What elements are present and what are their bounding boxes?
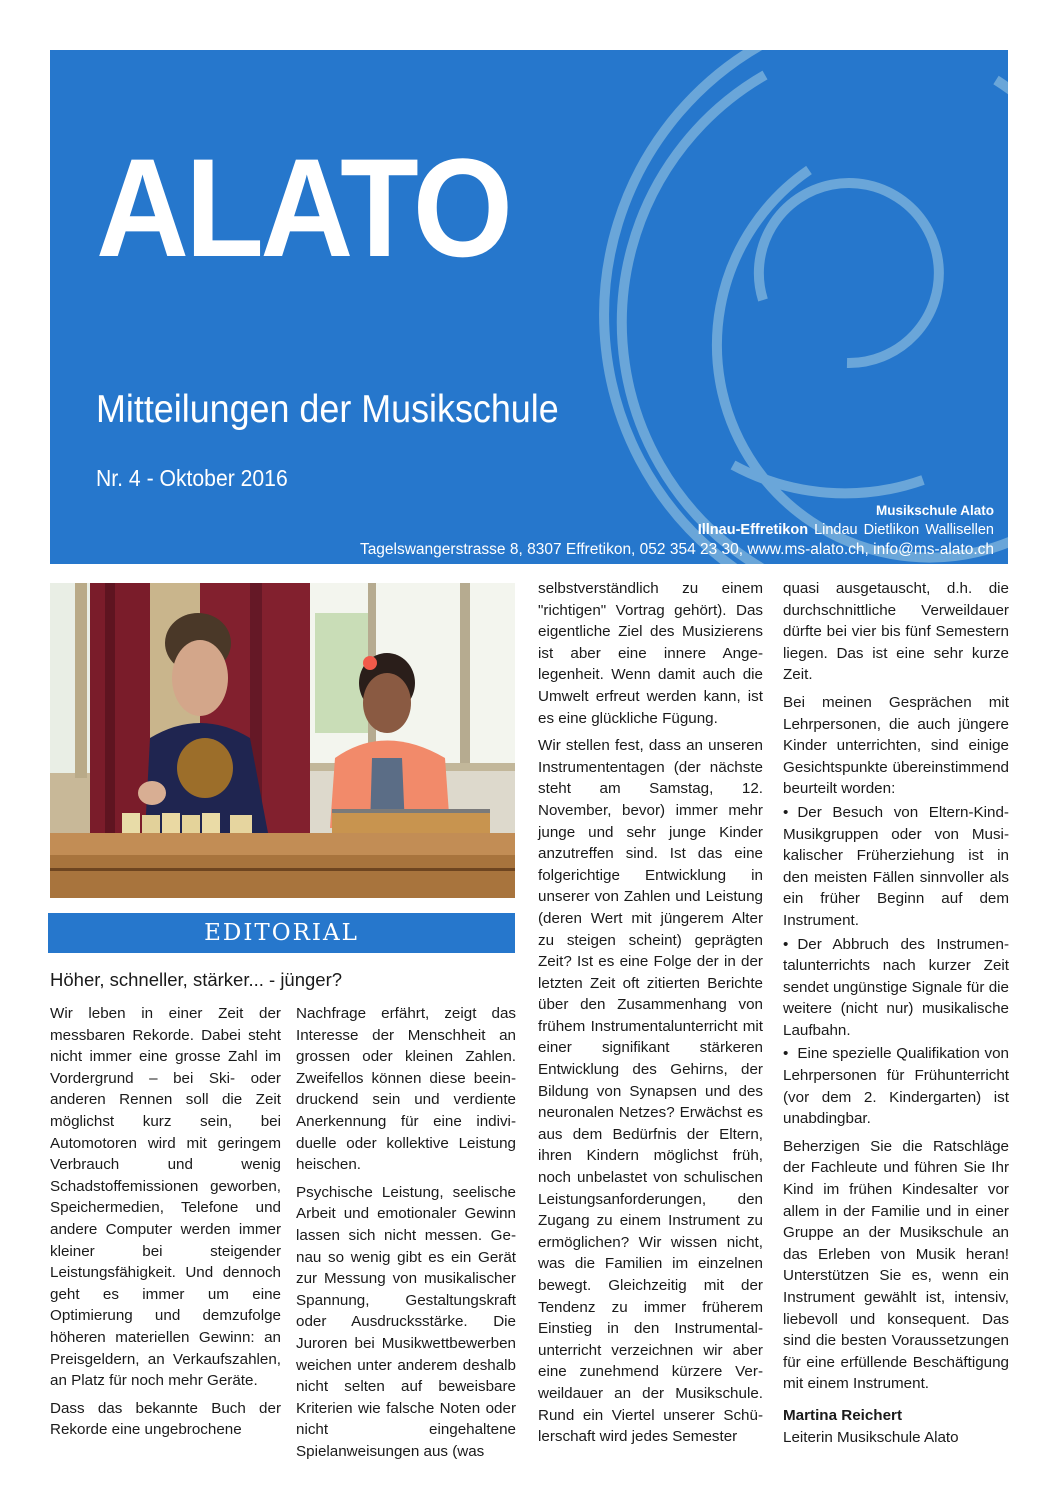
photo-illustration xyxy=(50,583,515,898)
article-column-4 xyxy=(783,578,1009,1448)
article-paragraph: Wir leben in einer Zeit der messbaren Rekorde. Dabei steht nicht immer eine grosse Zahl im Vordergrund – bei Ski- oder anderen Rennen soll die Zeit möglichst kurz sein, bei Automotoren wird mit geringem Verbrauch und wenig Schadstoffemissionen geworben, Speichermedien, Telefone und andere Computer werden immer kleiner bei steigender Leistungsfähigkeit. Und dennoch geht es immer um eine Optimierung und demzufolge höheren materiellen Gewinn: an Preisgeldern, an Verkaufszahlen, an Platz für noch mehr Geräte. xyxy=(50,1005,281,1390)
location-item: Dietlikon xyxy=(863,521,920,538)
masthead-banner xyxy=(50,50,1008,564)
article-paragraph: Wir stellen fest, dass an unseren Instrumententagen (der nächste steht am Samstag, 12. November, bevor) immer mehr junge und sehr junge Kinder anzutreffen sind. Ist das eine folgerichtige Entwicklung in unserer von Zahlen und Leistung (deren Wert mit jüngerem Alter zu steigen scheint) geprägten Zeit? Ist es eine Folge der in der letzten Zeit oft zitierten Berichte über den Zusammenhang von frühem Instrumentalunterricht mit einer signifikant stärkeren Entwicklung des Gehirns, der Bildung von Synapsen und des neuronalen Netzes? Erwächst es aus dem Bedürfnis der Eltern, ihren Kindern möglichst früh, noch unbelastet von schulischen Leistungsanforderungen, den Zugang zu einem Instrument zu ermöglichen? Wir wissen nicht, was die Familien im einzelnen bewegt. Gleichzeitig mit der Tendenz zu immer früherem Einstieg in den Instrumentalunterricht verzeichnen wir aber eine zunehmend kürzere Verweildauer an der Musikschule. Rund ein Viertel unserer Schülerschaft wird jedes Semester xyxy=(538,737,763,1446)
article-paragraph: Psychische Leistung, seelische Arbeit und emotionaler Gewinn lassen sich nicht messen. Genau so wenig gibt es ein Gerät zur Messung von musikalischer Spannung, Gestaltungskraft oder Ausdrucksstärke. Die Juroren bei Musikwettbewerben weichen unter anderem deshalb nicht selten auf beweisbare Kriterien wie falsche Noten oder nicht eingehaltene Spielanweisungen aus (was xyxy=(296,1183,516,1460)
masthead-title: ALATO xyxy=(96,129,510,286)
location-item: Illnau-Effretikon xyxy=(697,521,809,538)
article-paragraph: selbstverständlich zu einem "richtigen" Vortrag gehört). Das eigentliche Ziel des Musizierens ist aber eine innere Angelegenheit. Wenn damit auch die Umwelt erfreut werden kann, ist es eine glückliche Fügung. xyxy=(538,580,763,727)
arc-inner xyxy=(759,183,939,363)
organization-name: Musikschule Alato xyxy=(875,503,994,518)
author-role: Leiterin Musikschule Alato xyxy=(783,1428,959,1446)
article-column-2 xyxy=(296,1003,516,1468)
article-closing-paragraph: Beherzigen Sie die Ratschläge der Fachleute und führen Sie Ihr Kind im frühen Kindesalter vor allem in der Familie und in einer Gruppe an der Musikschule an das Erleben von Musik heran! Unterstützen Sie es, wenn ein Instrument gewählt ist, intensiv, liebevoll und konsequent. Das sind die besten Voraussetzungen für eine erfüllende Beschäftigung mit einem Instrument. xyxy=(783,1137,1009,1393)
location-item: Wallisellen xyxy=(925,521,994,538)
article-headline: Höher, schneller, stärker... - jünger? xyxy=(50,969,343,990)
article-paragraph: Dass das bekannte Buch der Rekorde eine ungebrochene xyxy=(50,1399,281,1439)
contact-block xyxy=(360,501,994,560)
arc-upper-right xyxy=(996,80,1008,140)
masthead-subtitle: Mitteilungen der Musikschule xyxy=(96,388,559,431)
author-name: Martina Reichert xyxy=(783,1406,903,1424)
article-paragraph: Bei meinen Gesprächen mit Lehrpersonen, die auch jüngere Kinder unterrichten, sind einige Gesichtspunkte übereinstimmend beurteilt worden: xyxy=(783,693,1009,798)
contact-address: Tagelswangerstrasse 8, 8307 Effretikon, 052 354 23 30, www.ms-alato.ch, info@ms-alato.ch xyxy=(359,541,994,558)
bullet-item: • Der Abbruch des Instrumentalunterrichts nach kurzer Zeit sendet ungünstige Signale für die weitere (nicht nur) musikalische Laufbahn. xyxy=(783,934,1009,1042)
editorial-section-header: EDITORIAL xyxy=(48,913,515,953)
article-column-3 xyxy=(538,578,763,1454)
issue-number: Nr. 4 - Oktober 2016 xyxy=(96,465,288,491)
children-xylophone-photo xyxy=(50,583,515,898)
article-paragraph: quasi ausgetauscht, d.h. die durchschnittliche Verweildauer dürfte bei vier bis fünf Semestern liegen. Das ist eine sehr kurze Zeit. xyxy=(783,580,1009,684)
bullet-item: • Eine spezielle Qualifikation von Lehrpersonen für Frühunterricht (vor dem 2. Kindergarten) ist unabdingbar. xyxy=(783,1043,1009,1129)
locations-list xyxy=(360,521,994,541)
bullet-item: • Der Besuch von Eltern-Kind-Musikgruppen oder von Musikalischer Früherziehung ist in den meisten Fällen sinnvoller als ein früher Beginn auf dem Instrument. xyxy=(783,802,1009,932)
article-paragraph: Nachfrage erfährt, zeigt das Interesse der Menschheit an grossen oder kleinen Zahlen. Zweifellos können diese beeindruckend sein und verdiente Anerkennung für eine individuelle oder kollektive Leistung heischen. xyxy=(296,1005,516,1174)
location-item: Lindau xyxy=(814,521,858,538)
article-column-1 xyxy=(50,1003,281,1447)
